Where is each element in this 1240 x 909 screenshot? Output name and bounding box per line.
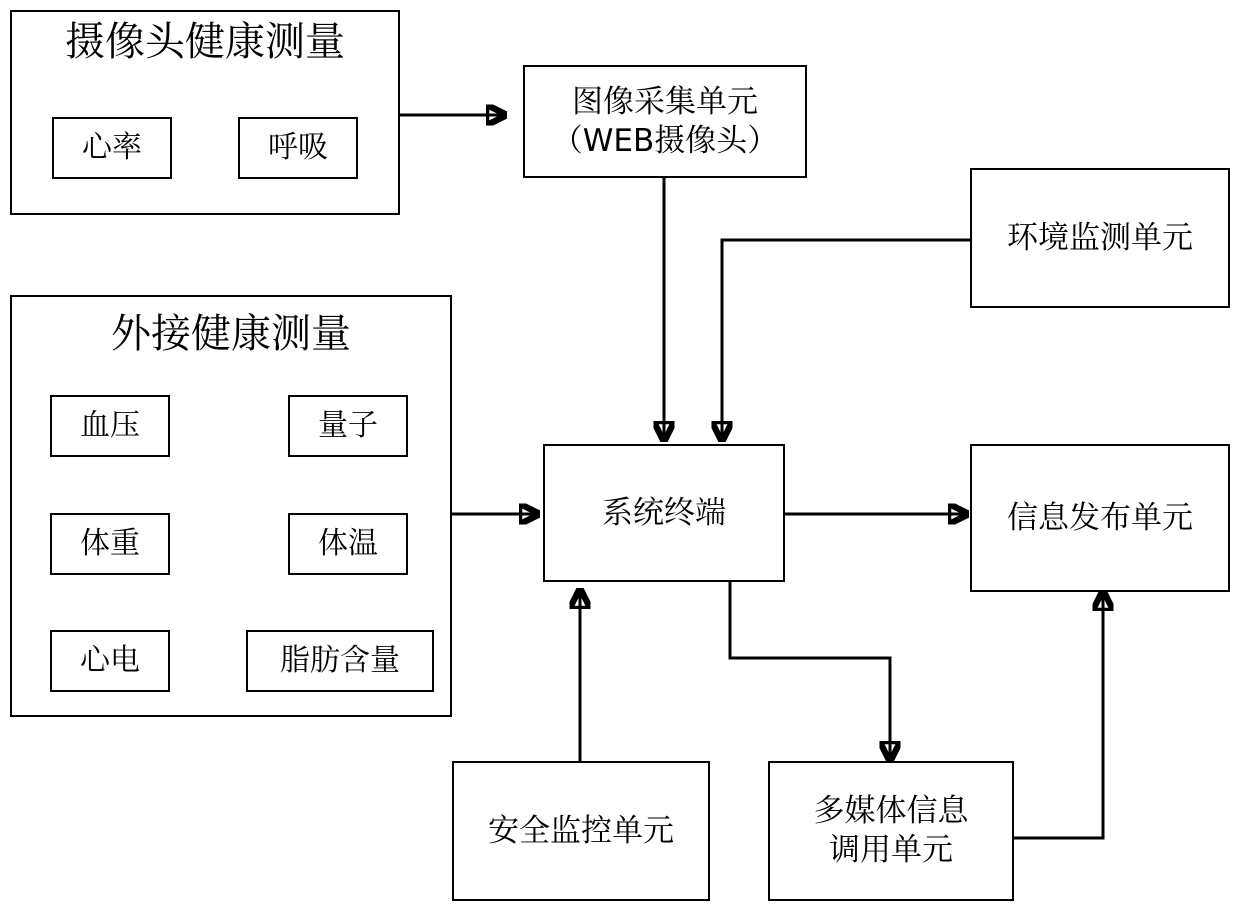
group-camera-health-title: 摄像头健康测量: [65, 19, 345, 65]
unit-security-monitor: 安全监控单元: [452, 761, 710, 901]
unit-image-capture: 图像采集单元 （WEB摄像头）: [523, 65, 807, 178]
group-external-health-title: 外接健康测量: [111, 311, 351, 357]
unit-info-publish: 信息发布单元: [970, 444, 1230, 592]
leaf-weight: 体重: [50, 513, 170, 575]
leaf-blood-pressure: 血压: [50, 395, 170, 457]
unit-environment-monitor: 环境监测单元: [970, 168, 1230, 308]
unit-system-terminal: 系统终端: [543, 444, 785, 582]
leaf-ecg: 心电: [50, 630, 170, 692]
leaf-quantum: 量子: [288, 395, 408, 457]
leaf-heart-rate: 心率: [52, 117, 172, 179]
leaf-temperature: 体温: [288, 513, 408, 575]
leaf-fat-content: 脂肪含量: [246, 630, 434, 692]
unit-multimedia-call: 多媒体信息 调用单元: [768, 761, 1014, 901]
link-terminal-to-multimedia: [730, 582, 890, 760]
link-multimedia-to-publish: [1014, 592, 1103, 838]
leaf-respiration: 呼吸: [238, 117, 358, 179]
link-environment-to-terminal: [722, 240, 970, 440]
